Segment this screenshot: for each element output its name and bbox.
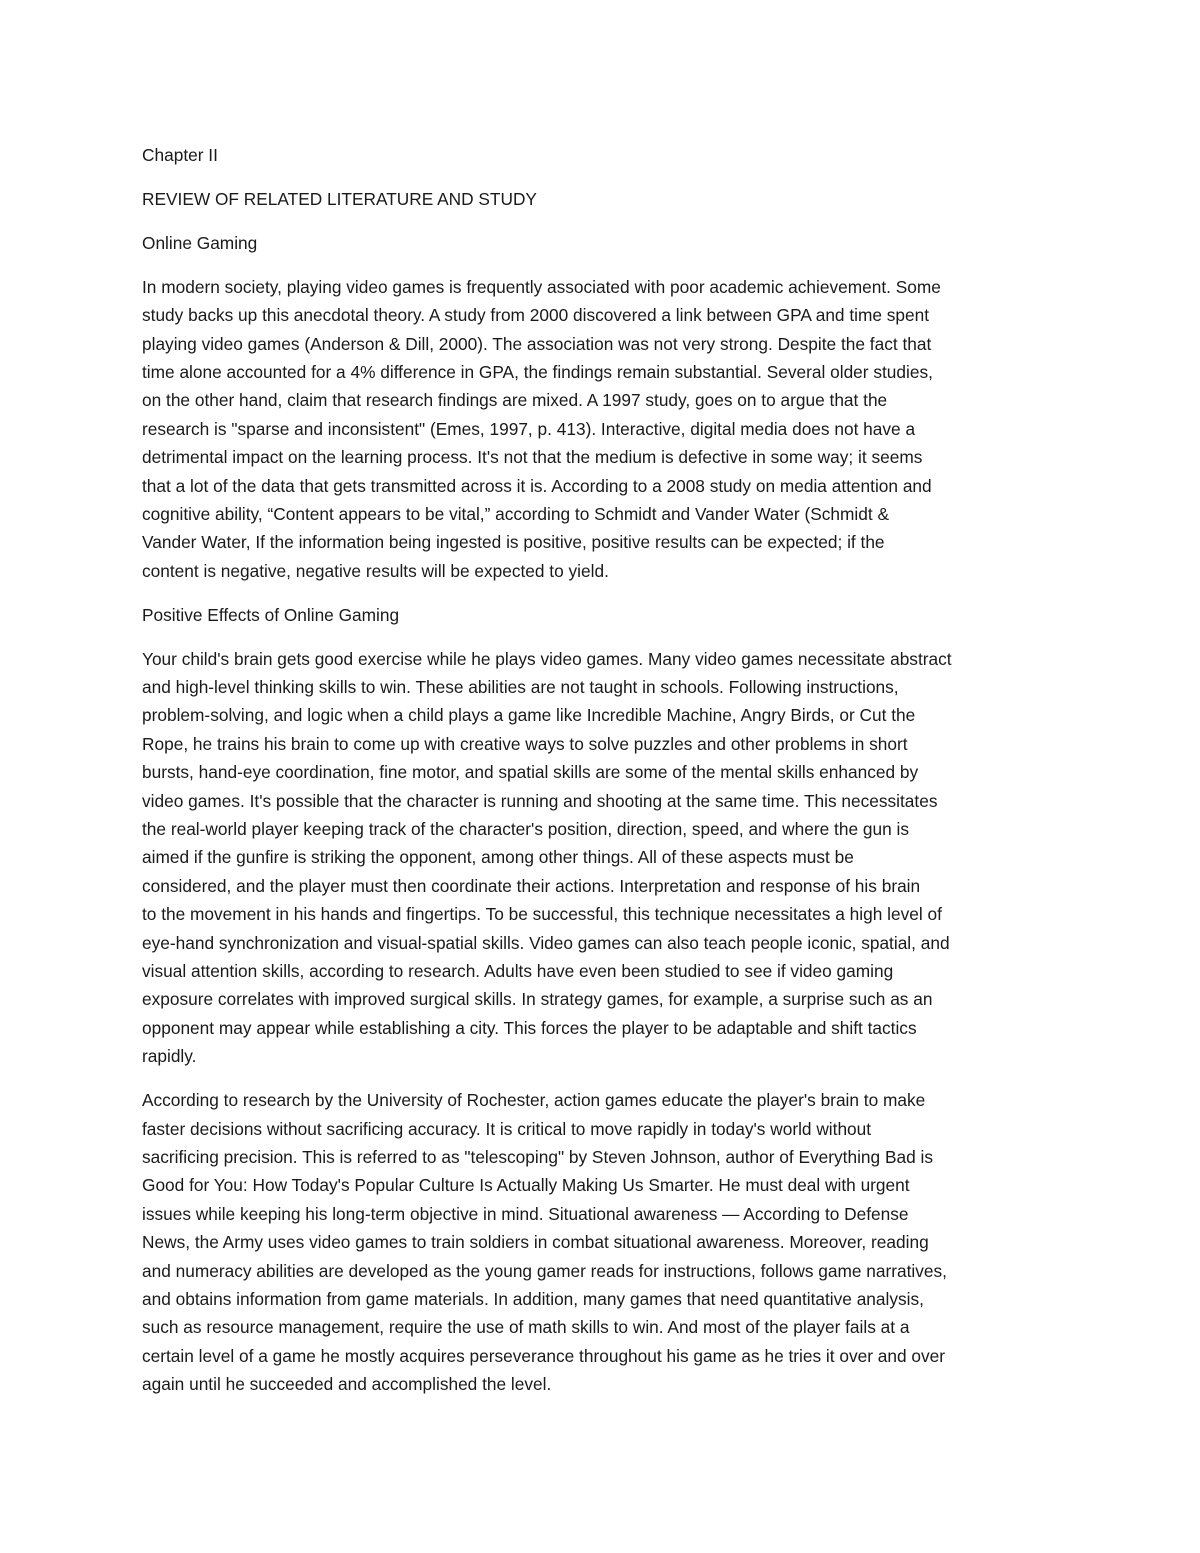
paragraph-positive-effects	[142, 645, 1062, 1071]
paragraph-line: faster decisions without sacrificing accuracy. It is critical to move rapidly in today's world without	[142, 1118, 872, 1139]
paragraph-line: on the other hand, claim that research findings are mixed. A 1997 study, goes on to argue that the	[142, 390, 888, 411]
paragraph-line: content is negative, negative results will be expected to yield.	[142, 560, 609, 581]
chapter-label: Chapter II	[142, 145, 218, 165]
paragraph-line: visual attention skills, according to research. Adults have even been studied to see if video gaming	[142, 961, 894, 982]
paragraph-line: issues while keeping his long-term objective in mind. Situational awareness — According to Defense	[142, 1203, 909, 1224]
paragraph-line: research is "sparse and inconsistent" (Emes, 1997, p. 413). Interactive, digital media does not have a	[142, 418, 916, 439]
paragraph-line: playing video games (Anderson & Dill, 2000). The association was not very strong. Despite the fact that	[142, 333, 932, 354]
paragraph-line: Rope, he trains his brain to come up with creative ways to solve puzzles and other problems in short	[142, 733, 908, 754]
paragraph-line: cognitive ability, “Content appears to be vital,” according to Schmidt and Vander Water (Schmidt &	[142, 503, 889, 524]
heading-online-gaming: Online Gaming	[142, 232, 258, 253]
section-title: REVIEW OF RELATED LITERATURE AND STUDY	[142, 188, 537, 209]
paragraph-line: and numeracy abilities are developed as the young gamer reads for instructions, follows game narratives,	[142, 1260, 947, 1281]
paragraph-line: Vander Water, If the information being ingested is positive, positive results can be expected; if the	[142, 532, 885, 553]
paragraph-rochester-research	[142, 1086, 1062, 1398]
paragraph-line: Good for You: How Today's Popular Culture Is Actually Making Us Smarter. He must deal with urgent	[142, 1175, 910, 1196]
paragraph-line: again until he succeeded and accomplished the level.	[142, 1374, 552, 1395]
paragraph-line: detrimental impact on the learning process. It's not that the medium is defective in some way; it seems	[142, 447, 923, 468]
paragraph-line: In modern society, playing video games is frequently associated with poor academic achievement. Some	[142, 276, 941, 297]
paragraph-line: the real-world player keeping track of the character's position, direction, speed, and where the gun is	[142, 819, 909, 840]
paragraph-line: exposure correlates with improved surgical skills. In strategy games, for example, a surprise such as an	[142, 989, 933, 1010]
paragraph-line: to the movement in his hands and fingertips. To be successful, this technique necessitates a high level of	[142, 904, 942, 925]
paragraph-line: problem-solving, and logic when a child plays a game like Incredible Machine, Angry Birds, or Cut the	[142, 705, 916, 726]
paragraph-line: and high-level thinking skills to win. These abilities are not taught in schools. Following instructions,	[142, 677, 899, 697]
paragraph-line: certain level of a game he mostly acquires perseverance throughout his game as he tries it over and over	[142, 1345, 946, 1366]
paragraph-line: News, the Army uses video games to train soldiers in combat situational awareness. Moreover, reading	[142, 1232, 929, 1253]
paragraph-line: eye-hand synchronization and visual-spatial skills. Video games can also teach people iconic, spatial, and	[142, 932, 950, 953]
paragraph-online-gaming	[142, 273, 1062, 585]
paragraph-line: time alone accounted for a 4% difference in GPA, the findings remain substantial. Several older studies,	[142, 361, 933, 382]
paragraph-line: considered, and the player must then coordinate their actions. Interpretation and response of his brain	[142, 875, 921, 896]
paragraph-line: opponent may appear while establishing a city. This forces the player to be adaptable and shift tactics	[142, 1017, 917, 1038]
paragraph-line: bursts, hand-eye coordination, fine motor, and spatial skills are some of the mental skills enhanced by	[142, 762, 919, 783]
paragraph-line: According to research by the University of Rochester, action games educate the player's brain to make	[142, 1090, 926, 1111]
paragraph-line: Your child's brain gets good exercise while he plays video games. Many video games necessitate abstract	[142, 648, 952, 669]
paragraph-line: such as resource management, require the use of math skills to win. And most of the player fails at a	[142, 1317, 910, 1338]
paragraph-line: and obtains information from game materials. In addition, many games that need quantitative analysis,	[142, 1289, 924, 1310]
paragraph-line: study backs up this anecdotal theory. A study from 2000 discovered a link between GPA and time spent	[142, 305, 930, 326]
heading-positive-effects: Positive Effects of Online Gaming	[142, 604, 400, 625]
paragraph-line: sacrificing precision. This is referred to as "telescoping" by Steven Johnson, author of Everything Bad is	[142, 1147, 933, 1167]
paragraph-line: rapidly.	[142, 1046, 197, 1067]
paragraph-line: aimed if the gunfire is striking the opponent, among other things. All of these aspects must be	[142, 847, 854, 868]
document-body	[142, 141, 1062, 1414]
paragraph-line: that a lot of the data that gets transmitted across it is. According to a 2008 study on media attention and	[142, 475, 932, 496]
paragraph-line: video games. It's possible that the character is running and shooting at the same time. This necessitates	[142, 790, 938, 811]
